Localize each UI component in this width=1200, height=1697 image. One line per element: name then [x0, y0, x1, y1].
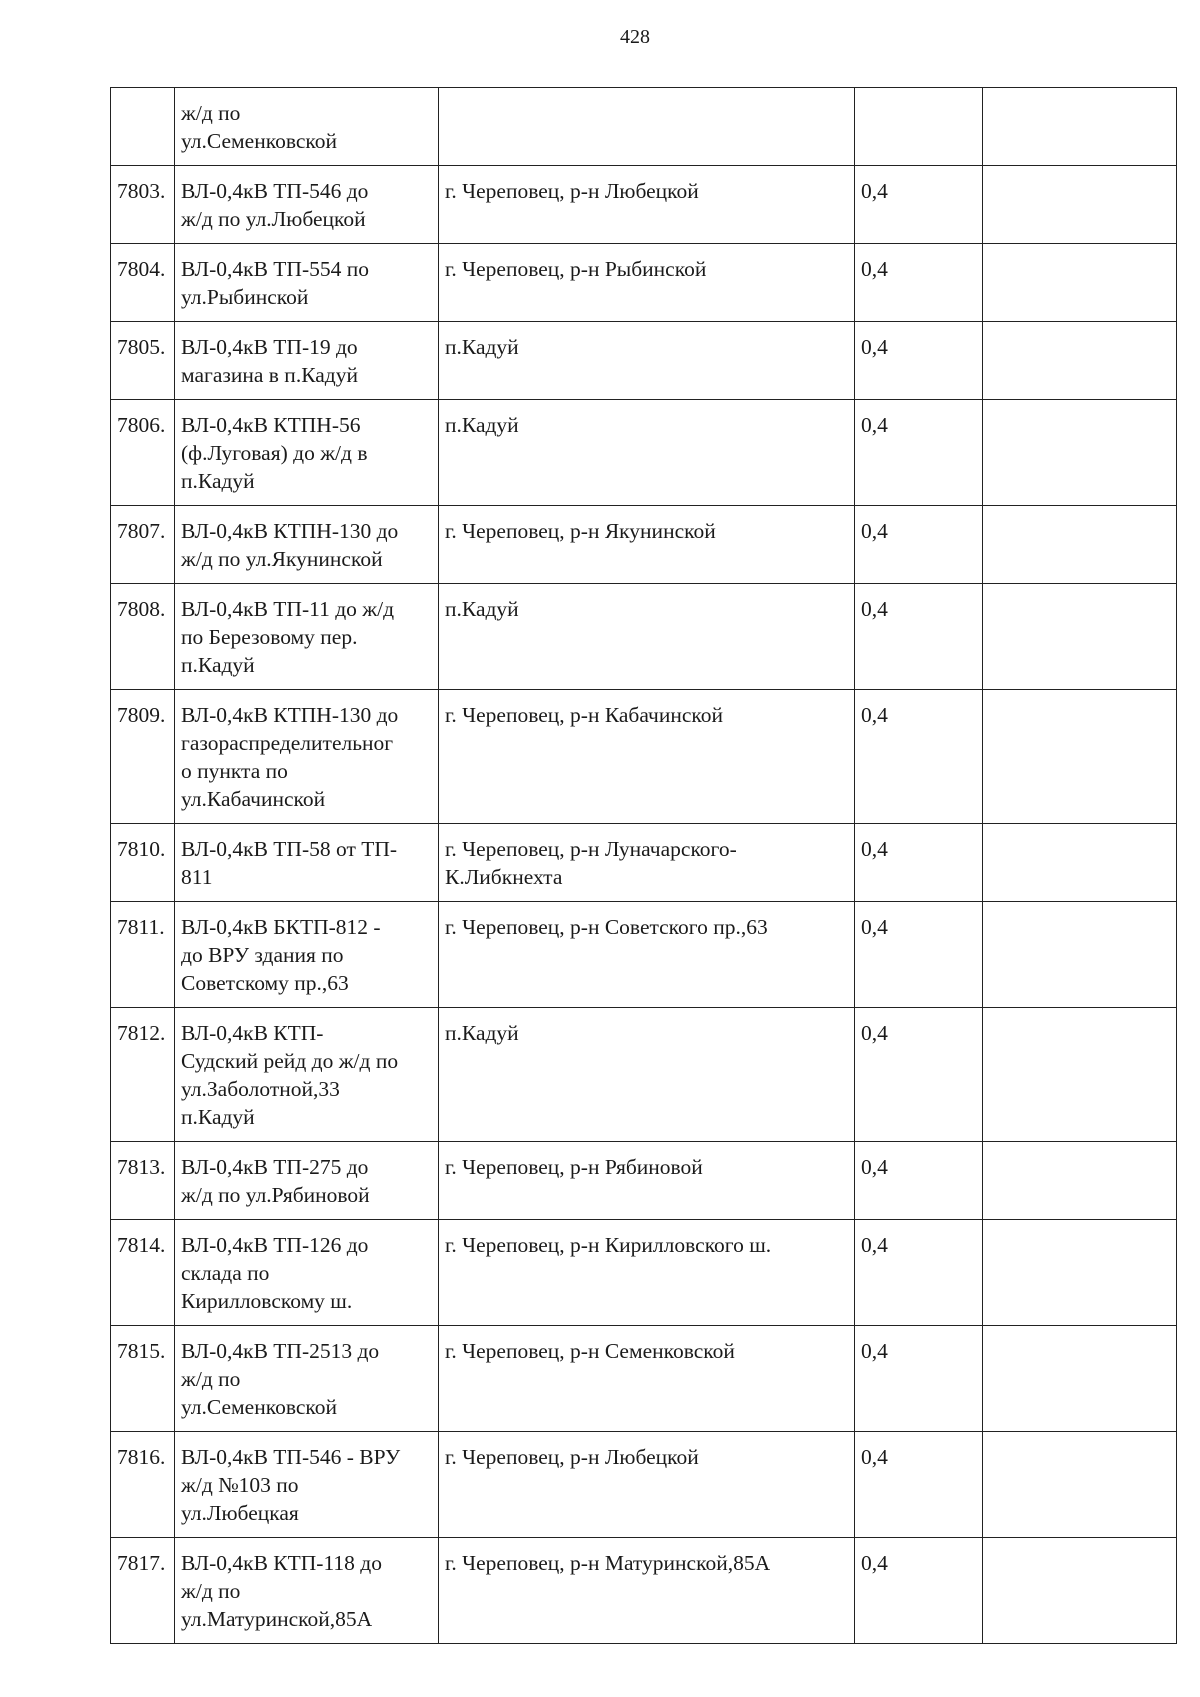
- row-number: [111, 584, 175, 690]
- power-lines-table: [110, 87, 1177, 1644]
- voltage-kv: [855, 584, 983, 690]
- row-number: [111, 88, 175, 166]
- voltage-kv: [855, 690, 983, 824]
- location: [439, 322, 855, 400]
- table-row: [111, 244, 1177, 322]
- extra-cell: [983, 1142, 1177, 1220]
- table-row: [111, 1432, 1177, 1538]
- line-name-text: ВЛ-0,4кВ ТП-19 до магазина в п.Кадуй: [181, 335, 358, 387]
- row-number: [111, 1326, 175, 1432]
- voltage-kv: [855, 322, 983, 400]
- voltage-kv: [855, 166, 983, 244]
- line-name-text: ВЛ-0,4кВ ТП-58 от ТП- 811: [181, 837, 398, 889]
- voltage-kv-text: 0,4: [861, 597, 888, 621]
- table-row: [111, 1008, 1177, 1142]
- location: [439, 166, 855, 244]
- row-number: [111, 902, 175, 1008]
- extra-cell: [983, 1326, 1177, 1432]
- row-number: [111, 1220, 175, 1326]
- row-number-text: 7813.: [117, 1155, 166, 1179]
- voltage-kv: [855, 1538, 983, 1644]
- table-row: [111, 1538, 1177, 1644]
- line-name: [175, 690, 439, 824]
- table-row: [111, 584, 1177, 690]
- line-name-text: ВЛ-0,4кВ ТП-546 до ж/д по ул.Любецкой: [181, 179, 369, 231]
- extra-cell: [983, 902, 1177, 1008]
- table-row: [111, 400, 1177, 506]
- line-name: [175, 1142, 439, 1220]
- line-name: [175, 824, 439, 902]
- voltage-kv-text: 0,4: [861, 257, 888, 281]
- voltage-kv-text: 0,4: [861, 1233, 888, 1257]
- table-row: [111, 690, 1177, 824]
- row-number: [111, 244, 175, 322]
- location-text: г. Череповец, р-н Семенковской: [445, 1339, 735, 1363]
- location: [439, 690, 855, 824]
- row-number: [111, 166, 175, 244]
- line-name-text: ВЛ-0,4кВ ТП-11 до ж/д по Березовому пер. п.Кадуй: [181, 597, 395, 677]
- voltage-kv-text: 0,4: [861, 335, 888, 359]
- extra-cell: [983, 322, 1177, 400]
- line-name: [175, 1220, 439, 1326]
- row-number-text: 7806.: [117, 413, 166, 437]
- voltage-kv-text: 0,4: [861, 413, 888, 437]
- voltage-kv-text: 0,4: [861, 1155, 888, 1179]
- line-name-text: ВЛ-0,4кВ ТП-2513 до ж/д по ул.Семенковской: [181, 1339, 380, 1419]
- location-text: г. Череповец, р-н Рябиновой: [445, 1155, 703, 1179]
- voltage-kv: [855, 1142, 983, 1220]
- row-number-text: 7811.: [117, 915, 165, 939]
- table-row: [111, 1142, 1177, 1220]
- voltage-kv-text: 0,4: [861, 519, 888, 543]
- location: [439, 824, 855, 902]
- voltage-kv-text: 0,4: [861, 915, 888, 939]
- table-row: [111, 1220, 1177, 1326]
- extra-cell: [983, 1538, 1177, 1644]
- location: [439, 584, 855, 690]
- location: [439, 506, 855, 584]
- location-text: п.Кадуй: [445, 413, 519, 437]
- line-name: [175, 506, 439, 584]
- line-name: [175, 902, 439, 1008]
- line-name: [175, 88, 439, 166]
- location-text: г. Череповец, р-н Рыбинской: [445, 257, 707, 281]
- location-text: г. Череповец, р-н Якунинской: [445, 519, 716, 543]
- extra-cell: [983, 244, 1177, 322]
- location-text: г. Череповец, р-н Советского пр.,63: [445, 915, 768, 939]
- extra-cell: [983, 1220, 1177, 1326]
- row-number: [111, 322, 175, 400]
- table-row: [111, 88, 1177, 166]
- row-number-text: 7812.: [117, 1021, 166, 1045]
- line-name-text: ВЛ-0,4кВ КТПН-130 до ж/д по ул.Якунинской: [181, 519, 399, 571]
- row-number-text: 7810.: [117, 837, 166, 861]
- line-name-text: ВЛ-0,4кВ КТП-118 до ж/д по ул.Матуринской,85А: [181, 1551, 382, 1631]
- location-text: г. Череповец, р-н Любецкой: [445, 1445, 699, 1469]
- row-number-text: 7803.: [117, 179, 166, 203]
- location: [439, 1220, 855, 1326]
- location-text: г. Череповец, р-н Луначарского- К.Либкнехта: [445, 837, 737, 889]
- voltage-kv: [855, 902, 983, 1008]
- voltage-kv: [855, 824, 983, 902]
- table-row: [111, 322, 1177, 400]
- row-number-text: 7815.: [117, 1339, 166, 1363]
- line-name-text: ВЛ-0,4кВ КТПН-56 (ф.Луговая) до ж/д в п.Кадуй: [181, 413, 368, 493]
- table-row: [111, 1326, 1177, 1432]
- line-name: [175, 1538, 439, 1644]
- row-number-text: 7809.: [117, 703, 166, 727]
- voltage-kv: [855, 400, 983, 506]
- location-text: п.Кадуй: [445, 335, 519, 359]
- extra-cell: [983, 824, 1177, 902]
- location: [439, 1008, 855, 1142]
- location: [439, 244, 855, 322]
- table-row: [111, 902, 1177, 1008]
- extra-cell: [983, 1008, 1177, 1142]
- row-number-text: 7808.: [117, 597, 166, 621]
- voltage-kv: [855, 506, 983, 584]
- row-number: [111, 824, 175, 902]
- line-name-text: ВЛ-0,4кВ ТП-126 до склада по Кирилловскому ш.: [181, 1233, 369, 1313]
- location-text: г. Череповец, р-н Кирилловского ш.: [445, 1233, 772, 1257]
- table-row: [111, 824, 1177, 902]
- location: [439, 400, 855, 506]
- location-text: г. Череповец, р-н Любецкой: [445, 179, 699, 203]
- line-name-text: ж/д по ул.Семенковской: [181, 101, 337, 153]
- location-text: г. Череповец, р-н Матуринской,85А: [445, 1551, 771, 1575]
- location: [439, 88, 855, 166]
- line-name: [175, 244, 439, 322]
- voltage-kv: [855, 88, 983, 166]
- row-number: [111, 1538, 175, 1644]
- voltage-kv-text: 0,4: [861, 179, 888, 203]
- line-name-text: ВЛ-0,4кВ КТПН-130 до газораспределительног о пункта по ул.Кабачинской: [181, 703, 399, 811]
- location-text: г. Череповец, р-н Кабачинской: [445, 703, 724, 727]
- voltage-kv-text: 0,4: [861, 1445, 888, 1469]
- extra-cell: [983, 584, 1177, 690]
- voltage-kv-text: 0,4: [861, 703, 888, 727]
- voltage-kv: [855, 1008, 983, 1142]
- row-number: [111, 506, 175, 584]
- location: [439, 1538, 855, 1644]
- location-text: п.Кадуй: [445, 1021, 519, 1045]
- location-text: п.Кадуй: [445, 597, 519, 621]
- location: [439, 1142, 855, 1220]
- voltage-kv-text: 0,4: [861, 1551, 888, 1575]
- voltage-kv-text: 0,4: [861, 1339, 888, 1363]
- location: [439, 1326, 855, 1432]
- page-number: 428: [620, 26, 650, 48]
- voltage-kv-text: 0,4: [861, 837, 888, 861]
- extra-cell: [983, 1432, 1177, 1538]
- row-number-text: 7814.: [117, 1233, 166, 1257]
- voltage-kv: [855, 1432, 983, 1538]
- line-name: [175, 322, 439, 400]
- line-name: [175, 1326, 439, 1432]
- row-number-text: 7804.: [117, 257, 166, 281]
- line-name-text: ВЛ-0,4кВ КТП- Судский рейд до ж/д по ул.Заболотной,33 п.Кадуй: [181, 1021, 399, 1129]
- row-number-text: 7805.: [117, 335, 166, 359]
- row-number: [111, 1008, 175, 1142]
- row-number-text: 7807.: [117, 519, 166, 543]
- extra-cell: [983, 88, 1177, 166]
- line-name-text: ВЛ-0,4кВ БКТП-812 - до ВРУ здания по Советскому пр.,63: [181, 915, 381, 995]
- voltage-kv: [855, 244, 983, 322]
- line-name: [175, 1432, 439, 1538]
- location: [439, 902, 855, 1008]
- row-number-text: 7817.: [117, 1551, 166, 1575]
- line-name: [175, 166, 439, 244]
- table-row: [111, 166, 1177, 244]
- extra-cell: [983, 690, 1177, 824]
- row-number-text: 7816.: [117, 1445, 166, 1469]
- table-body: [111, 88, 1177, 1644]
- table-row: [111, 506, 1177, 584]
- location: [439, 1432, 855, 1538]
- line-name-text: ВЛ-0,4кВ ТП-554 по ул.Рыбинской: [181, 257, 369, 309]
- row-number: [111, 400, 175, 506]
- voltage-kv: [855, 1220, 983, 1326]
- voltage-kv: [855, 1326, 983, 1432]
- extra-cell: [983, 400, 1177, 506]
- row-number: [111, 1142, 175, 1220]
- row-number: [111, 690, 175, 824]
- line-name: [175, 400, 439, 506]
- row-number: [111, 1432, 175, 1538]
- line-name-text: ВЛ-0,4кВ ТП-546 - ВРУ ж/д №103 по ул.Любецкая: [181, 1445, 401, 1525]
- extra-cell: [983, 506, 1177, 584]
- line-name: [175, 584, 439, 690]
- line-name-text: ВЛ-0,4кВ ТП-275 до ж/д по ул.Рябиновой: [181, 1155, 370, 1207]
- voltage-kv-text: 0,4: [861, 1021, 888, 1045]
- line-name: [175, 1008, 439, 1142]
- extra-cell: [983, 166, 1177, 244]
